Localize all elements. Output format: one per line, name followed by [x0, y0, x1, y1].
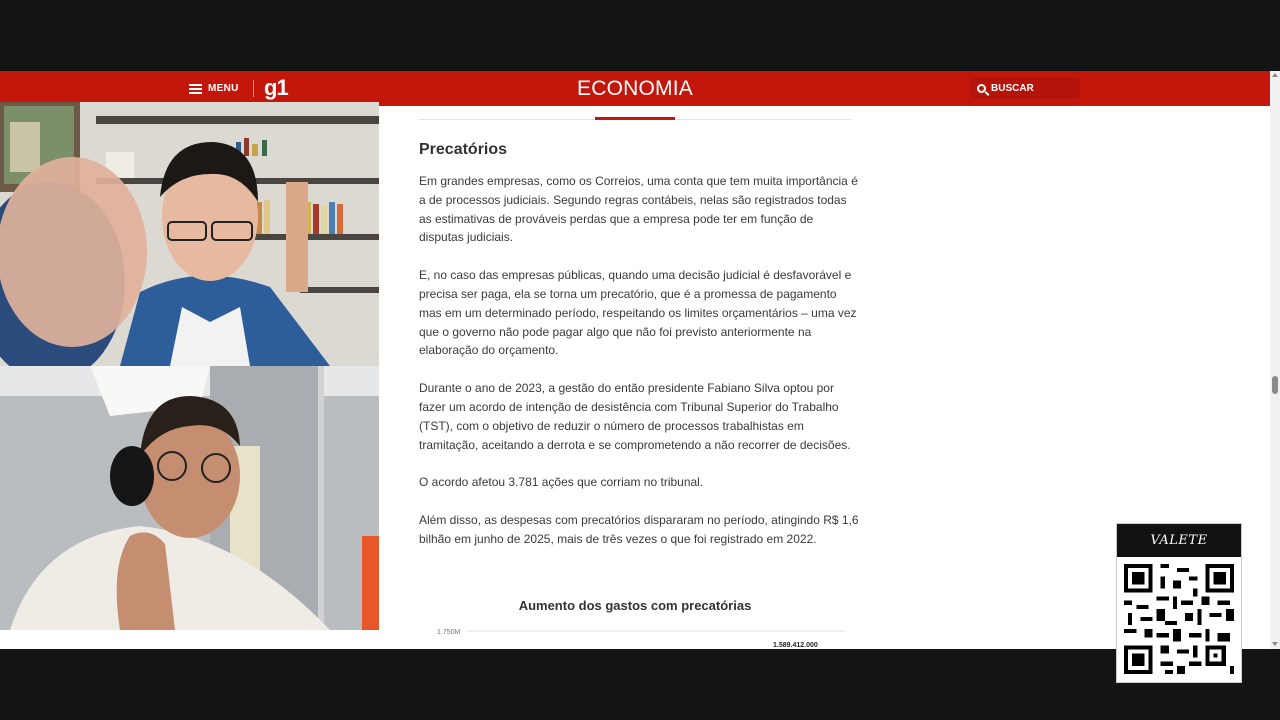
menu-button[interactable] — [189, 81, 239, 96]
article-heading: Precatórios — [419, 141, 508, 158]
search-button[interactable] — [969, 77, 1080, 99]
search-label: BUSCAR — [991, 82, 1034, 94]
chart-title: Aumento dos gastos com precatórias — [518, 598, 752, 613]
page-scrollbar[interactable] — [1270, 71, 1280, 649]
qr-code-icon — [1120, 560, 1238, 678]
header-divider — [253, 80, 254, 97]
site-header — [0, 71, 1270, 106]
scroll-up-arrow-icon[interactable] — [1272, 73, 1278, 77]
article-paragraph: E, no caso das empresas públicas, quando uma decisão judicial é desfavorável e precisa ser paga, ela se torna um precatório, que é a promessa de pagamento mas em um determinado período, respeitando os limites orçamentários – uma vez que o governo não pode pagar algo que não foi previsto anteriormente na elaboração do orçamento. — [419, 268, 857, 358]
article-paragraph: O acordo afetou 3.781 ações que corriam no tribunal. — [419, 475, 704, 490]
article-paragraph: Além disso, as despesas com precatórios dispararam no período, atingindo R$ 1,6 bilhão em junho de 2025, mais de três vezes o que foi registrado em 2022. — [419, 513, 859, 546]
scroll-down-arrow-icon[interactable] — [1272, 642, 1278, 646]
webcam-host-image — [0, 102, 379, 366]
section-title[interactable]: ECONOMIA — [577, 77, 693, 100]
scroll-thumb[interactable] — [1272, 376, 1278, 394]
y-tick-label: 1.750M — [437, 629, 461, 636]
qr-code-overlay — [1116, 523, 1242, 683]
qr-brand-label: VALETE — [1117, 524, 1241, 557]
webcam-guest-image — [0, 366, 379, 630]
article-paragraph: Durante o ano de 2023, a gestão do então presidente Fabiano Silva optou por fazer um acordo de intenção de desistência com Tribunal Superior do Trabalho (TST), com o objetivo de reduzir o número de processos trabalhistas em tramitação, aceitando a derrota e se comprometendo a não recorrer de decisões. — [419, 381, 851, 452]
search-icon — [977, 84, 986, 93]
menu-label: MENU — [208, 83, 239, 94]
webcam-guest — [0, 366, 379, 630]
article-body — [419, 141, 859, 568]
chart-area — [419, 621, 851, 649]
webcam-host — [0, 102, 379, 366]
site-logo[interactable]: g1 — [264, 75, 288, 100]
data-label: 1.589.412.000 — [773, 642, 818, 649]
section-rule-highlight — [595, 117, 675, 120]
hamburger-icon — [189, 84, 202, 94]
article-paragraph: Em grandes empresas, como os Correios, uma conta que tem muita importância é a de processos judiciais. Segundo regras contábeis, nelas são registrados todas as estimativas de prováveis perdas que a empresa pode ter em função de disputas judiciais. — [419, 174, 858, 245]
